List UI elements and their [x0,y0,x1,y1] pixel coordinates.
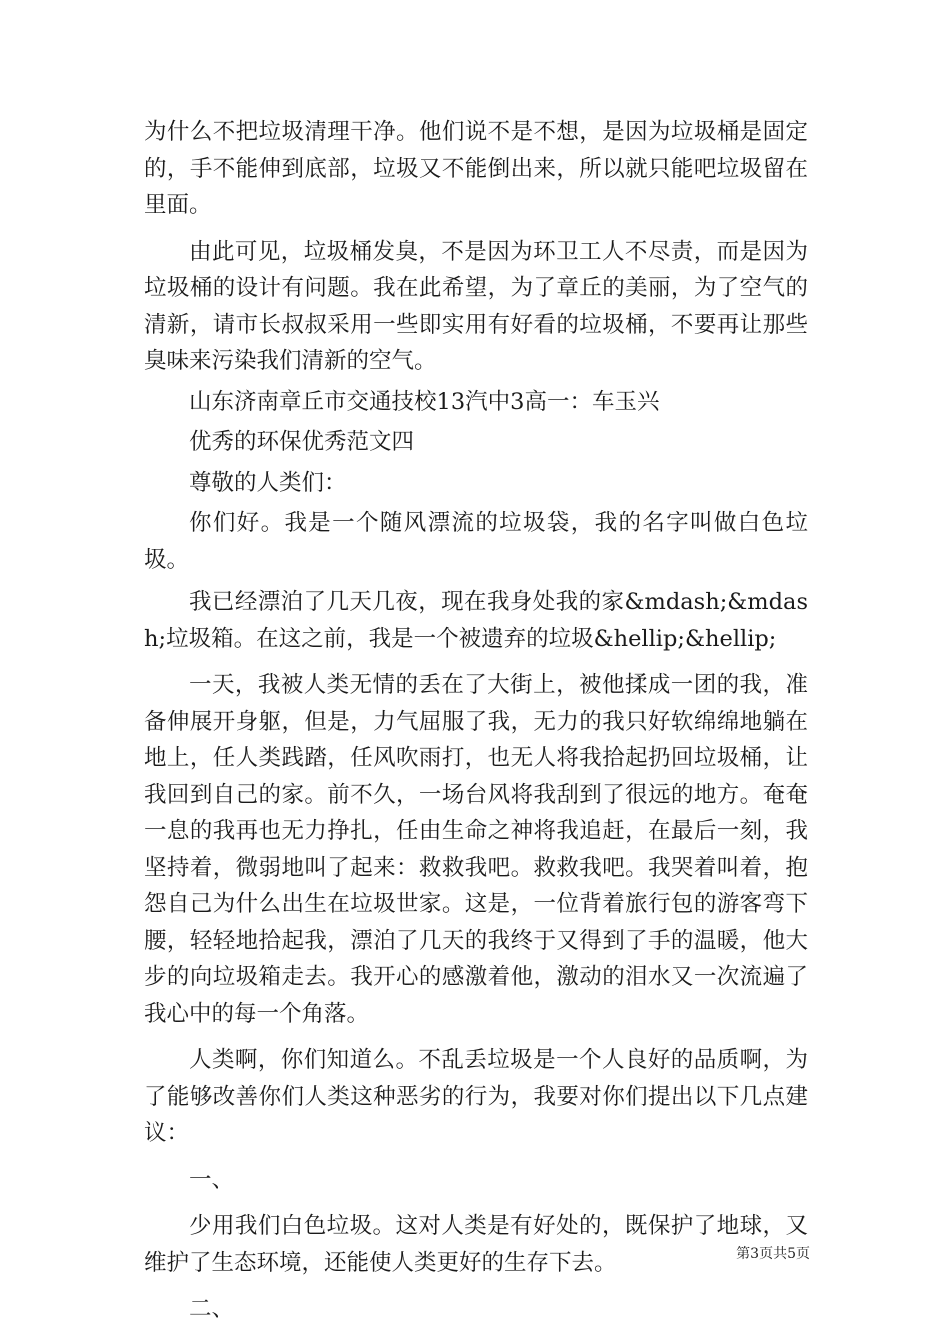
paragraph: 我已经漂泊了几天几夜，现在我身处我的家&mdash;&mdash;垃圾箱。在这之前，我是一个被遗弃的垃圾&hellip;&hellip; [144,589,808,652]
page-number-footer: 第3页共5页 [736,1246,810,1262]
salutation: 尊敬的人类们： [189,469,347,496]
paragraph: 由此可见，垃圾桶发臭，不是因为环卫工人不尽责，而是因为垃圾桶的设计有问题。我在此希望，为了章丘的美丽，为了空气的清新，请市长叔叔采用一些即实用有好看的垃圾桶，不要再让那些臭味来污染我们清新的空气。 [144,238,808,374]
section-heading: 优秀的环保优秀范文四 [189,429,415,455]
paragraph: 一天，我被人类无情的丢在了大街上，被他揉成一团的我，准备伸展开身躯，但是，力气屈服了我，无力的我只好软绵绵地躺在地上，任人类践踏，任风吹雨打，也无人将我拾起扔回垃圾桶，让我回到自己的家。前不久，一场台风将我刮到了很远的地方。奄奄一息的我再也无力挣扎，任由生命之神将我追赶，在最后一刻，我坚持着，微弱地叫了起来：救救我吧。救救我吧。我哭着叫着，抱怨自己为什么出生在垃圾世家。这是，一位背着旅行包的游客弯下腰，轻轻地拾起我，漂泊了几天的我终于又得到了手的温暖，他大步的向垃圾箱走去。我开心的感激着他，激动的泪水又一次流遍了我心中的每一个角落。 [144,672,808,1027]
paragraph: 山东济南章丘市交通技校13汽中3高一：车玉兴 [189,388,660,415]
list-marker: 二、 [189,1296,235,1322]
paragraph: 为什么不把垃圾清理干净。他们说不是不想，是因为垃圾桶是固定的，手不能伸到底部，垃圾又不能倒出来，所以就只能吧垃圾留在里面。 [144,119,808,218]
list-marker: 一、 [189,1166,235,1193]
paragraph: 人类啊，你们知道么。不乱丢垃圾是一个人良好的品质啊，为了能够改善你们人类这种恶劣的行为，我要对你们提出以下几点建议： [144,1047,808,1146]
paragraph: 你们好。我是一个随风漂流的垃圾袋，我的名字叫做白色垃圾。 [144,510,808,573]
document-body [144,114,808,1328]
paragraph: 少用我们白色垃圾。这对人类是有好处的，既保护了地球，又维护了生态环境，还能使人类更好的生存下去。 [144,1213,808,1276]
